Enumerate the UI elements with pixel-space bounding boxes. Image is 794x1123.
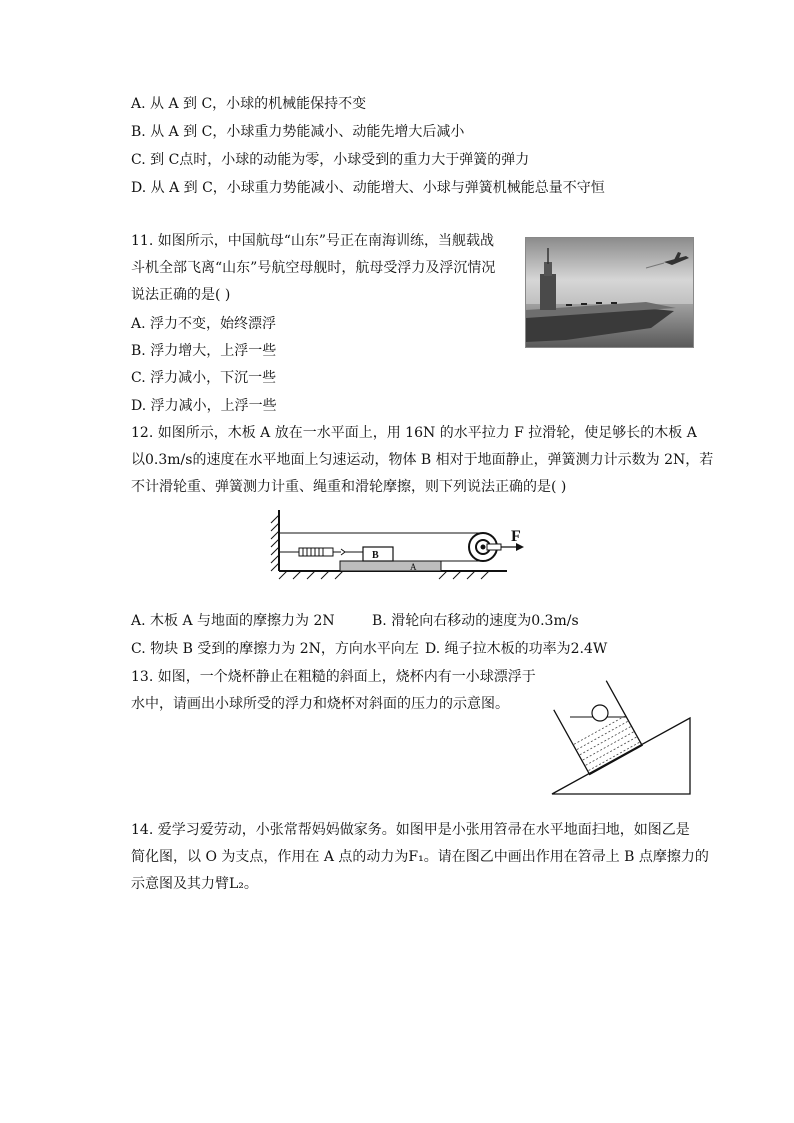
q10-option-d: D. 从 A 到 C，小球重力势能减小、动能增大、小球与弹簧机械能总量不守恒 — [131, 180, 605, 196]
q11-option-c: C. 浮力减小，下沉一些 — [131, 370, 277, 386]
q14-stem-line1: 14. 爱学习爱劳动，小张常帮妈妈做家务。如图甲是小张用笤帚在水平地面扫地，如图乙是 — [131, 822, 690, 838]
board-a-label: A — [410, 562, 417, 572]
q10-option-a: A. 从 A 到 C，小球的机械能保持不变 — [131, 96, 367, 112]
q12-option-c: C. 物块 B 受到的摩擦力为 2N，方向水平向左 — [131, 641, 419, 657]
q12-stem-line1: 12. 如图所示，木板 A 放在一水平面上，用 16N 的水平拉力 F 拉滑轮，使足够长的木板 A — [131, 425, 697, 441]
pulley-board-diagram — [265, 505, 535, 585]
q12-option-b: B. 滑轮向右移动的速度为0.3m/s — [372, 613, 579, 629]
q10-option-b: B. 从 A 到 C，小球重力势能减小、动能先增大后减小 — [131, 124, 465, 140]
q12-option-d: D. 绳子拉木板的功率为2.4W — [425, 641, 608, 657]
q11-stem-line3: 说法正确的是( ) — [131, 287, 231, 303]
q12-stem-line3: 不计滑轮重、弹簧测力计重、绳重和滑轮摩擦，则下列说法正确的是( ) — [131, 479, 567, 495]
q11-stem-line2: 斗机全部飞离“山东”号航空母舰时，航母受浮力及浮沉情况 — [131, 260, 496, 276]
block-b-label: B — [372, 550, 379, 561]
aircraft-carrier-photo — [525, 237, 694, 348]
q14-stem-line3: 示意图及其力臂L₂。 — [131, 876, 258, 892]
q12-option-a: A. 木板 A 与地面的摩擦力为 2N — [131, 613, 335, 629]
force-f-label: F — [511, 528, 521, 545]
q12-stem-line2: 以0.3m/s的速度在水平地面上匀速运动，物体 B 相对于地面静止，弹簧测力计示数为 2N，若 — [131, 452, 714, 468]
q10-option-c: C. 到 C点时，小球的动能为零，小球受到的重力大于弹簧的弹力 — [131, 152, 530, 168]
q11-stem-line1: 11. 如图所示，中国航母“山东”号正在南海训练，当舰载战 — [131, 233, 495, 249]
q13-stem-line2: 水中，请画出小球所受的浮力和烧杯对斜面的压力的示意图。 — [131, 696, 509, 712]
q13-stem-line1: 13. 如图，一个烧杯静止在粗糙的斜面上，烧杯内有一小球漂浮于 — [131, 669, 536, 685]
q11-option-b: B. 浮力增大，上浮一些 — [131, 343, 277, 359]
q14-stem-line2: 简化图，以 O 为支点，作用在 A 点的动力为F₁。请在图乙中画出作用在笤帚上 B 点摩擦力的 — [131, 849, 709, 865]
q11-option-a: A. 浮力不变，始终漂浮 — [131, 316, 277, 332]
q11-option-d: D. 浮力减小，上浮一些 — [131, 398, 277, 414]
beaker-incline-diagram — [548, 670, 696, 798]
